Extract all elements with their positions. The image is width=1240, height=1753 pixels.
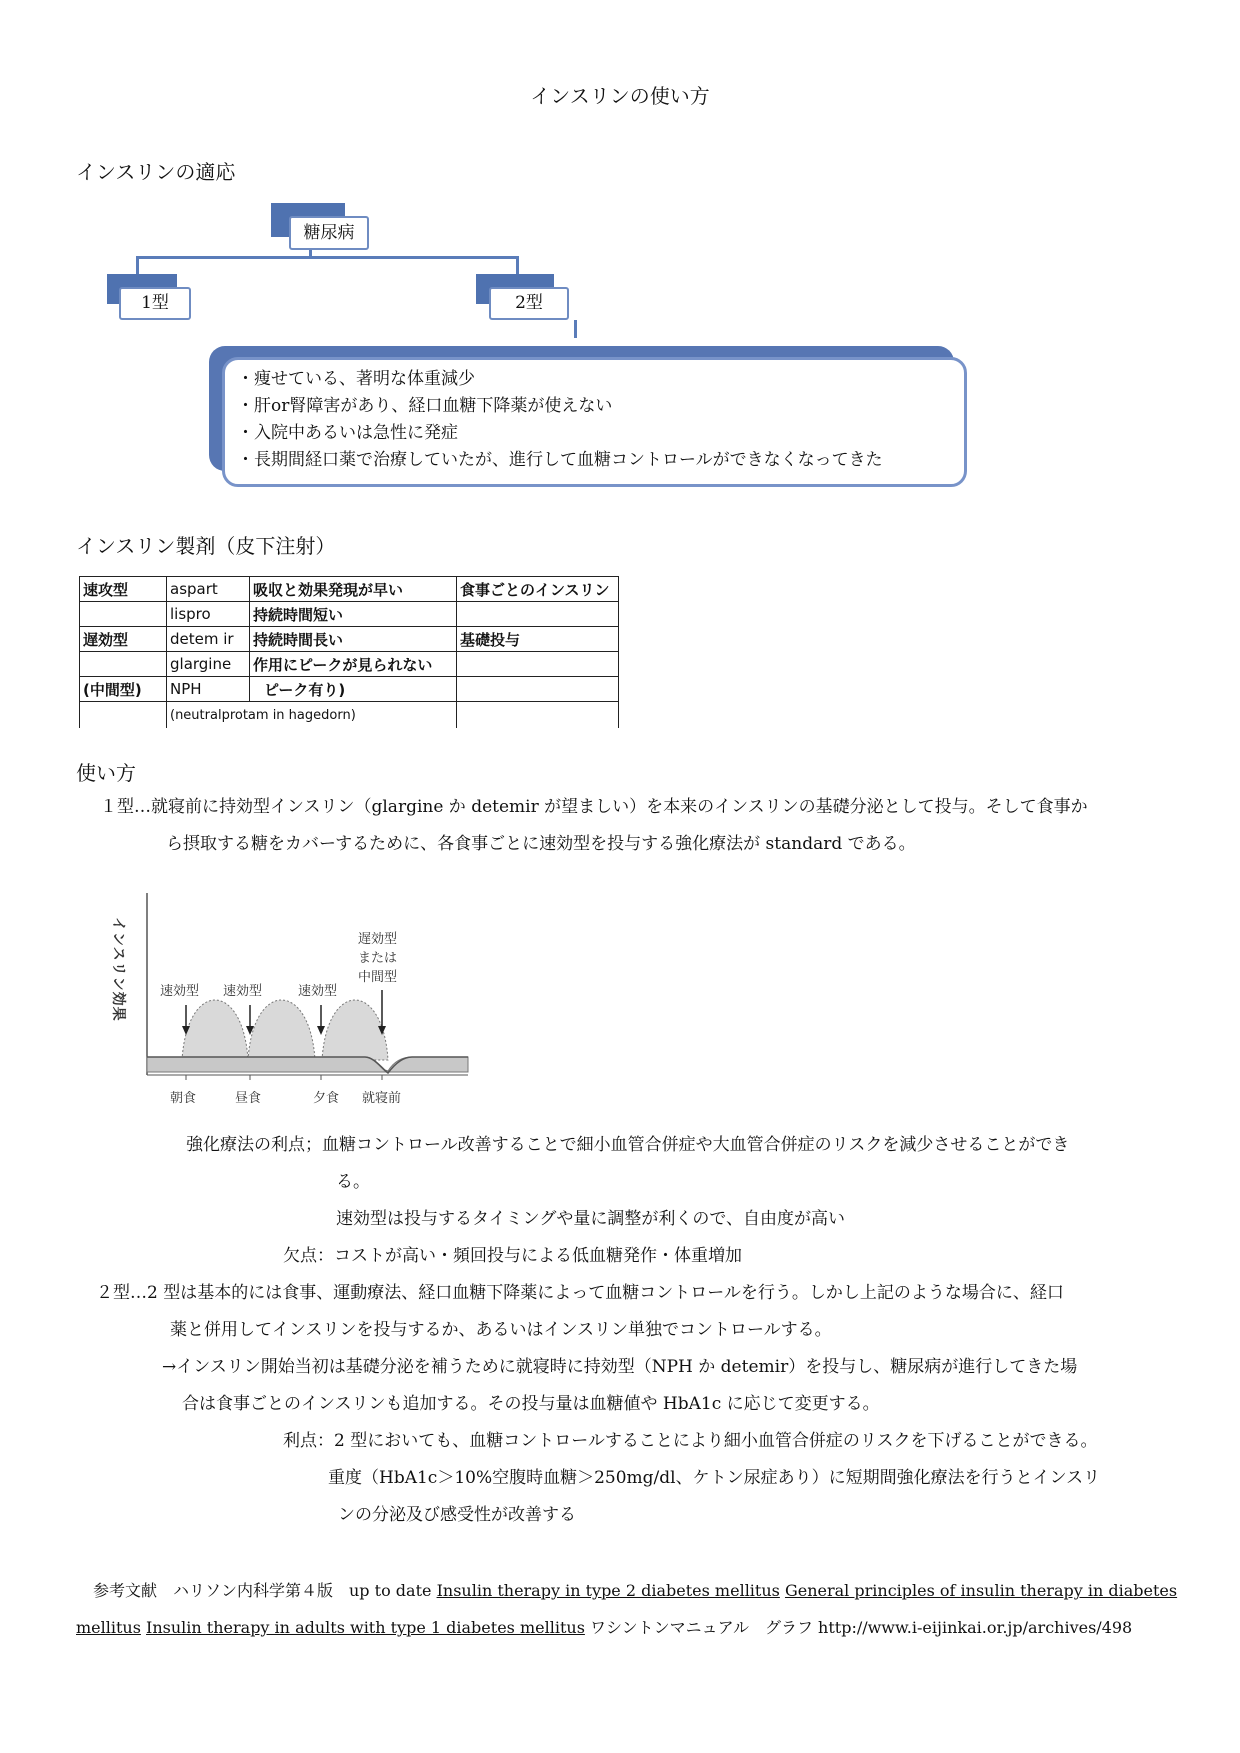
table-cell	[457, 702, 619, 729]
chart-x-label: 夕食	[313, 1091, 340, 1106]
table-cell: (中間型)	[80, 677, 167, 702]
connector	[516, 256, 519, 276]
type2-merit-text: 重度（HbA1c＞10%空腹時血糖＞250mg/dl、ケトン尿症あり）に短期間強化療法を行うとインスリ	[328, 1468, 1101, 1488]
table-cell	[457, 677, 619, 702]
reference-link[interactable]: Insulin therapy in adults with type 1 diabetes mellitus	[146, 1618, 585, 1637]
table-cell: 持続時間短い	[250, 602, 457, 627]
chart-arrow-label: 中間型	[358, 970, 398, 985]
merit-text: 強化療法の利点；血糖コントロール改善することで細小血管合併症や大血管合併症のリスクを減少させることができ	[186, 1135, 1070, 1155]
table-cell: 遅効型	[80, 627, 167, 652]
table-cell	[80, 702, 167, 729]
type2-text: →インスリン開始当初は基礎分泌を補うために就寝時に持効型（NPH か detemir）を投与し、糖尿病が進行してきた場	[162, 1357, 1078, 1377]
chart-marks	[147, 990, 468, 1080]
chart-peak	[248, 1000, 315, 1060]
references-suffix: ワシントンマニュアル グラフ http://www.i-eijinkai.or.jp/archives/498	[584, 1618, 1133, 1637]
table-cell: ピーク有り)	[250, 677, 457, 702]
chart-x-label: 昼食	[235, 1091, 262, 1106]
type2-text: 合は食事ごとのインスリンも追加する。その投与量は血糖値や HbA1c に応じて変更する。	[182, 1394, 880, 1414]
chart-arrow-label: 速効型	[160, 984, 200, 999]
connector	[136, 256, 139, 276]
table-cell: 作用にピークが見られない	[250, 652, 457, 677]
chart-arrow-label: 遅効型	[358, 932, 398, 947]
chart-peak	[182, 1000, 248, 1060]
table-cell: glargine	[167, 652, 250, 677]
chart-arrow-label: 速効型	[298, 984, 338, 999]
type1-node: 1型	[119, 287, 191, 320]
chart-x-label: 就寝前	[362, 1091, 402, 1106]
reference-link[interactable]: Insulin therapy in type 2 diabetes mellitus	[436, 1581, 780, 1600]
chart-basal-band	[147, 1057, 468, 1072]
criteria-item: ・痩せている、著明な体重減少	[237, 369, 475, 389]
table-cell: aspart	[167, 577, 250, 602]
insulin-preparation-table	[79, 576, 619, 728]
connector	[136, 256, 519, 259]
table-cell: 基礎投与	[457, 627, 619, 652]
type2-merit-text: 利点：2 型においても、血糖コントロールすることにより細小血管合併症のリスクを下げることができる。	[283, 1431, 1098, 1451]
table-row	[80, 602, 619, 627]
references-line	[93, 1578, 1177, 1601]
type2-text: 薬と併用してインスリンを投与するか、あるいはインスリン単独でコントロールする。	[170, 1320, 832, 1340]
criteria-item: ・入院中あるいは急性に発症	[237, 423, 458, 443]
root-node: 糖尿病	[289, 216, 369, 250]
section-heading-indication: インスリンの適応	[76, 160, 236, 184]
references-prefix: 参考文献 ハリソン内科学第４版 up to date	[93, 1581, 437, 1600]
type1-text: ら摂取する糖をカバーするために、各食事ごとに速効型を投与する強化療法が standard である。	[166, 834, 916, 854]
type2-merit-text: ンの分泌及び感受性が改善する	[338, 1505, 576, 1525]
table-cell	[80, 602, 167, 627]
merit-text: る。	[336, 1172, 370, 1192]
table-cell: NPH	[167, 677, 250, 702]
table-cell: (neutralprotam in hagedorn)	[167, 702, 457, 729]
chart-ylabel: インスリン効果	[110, 917, 126, 1022]
page-title: インスリンの使い方	[530, 84, 710, 108]
table-cell: 持続時間長い	[250, 627, 457, 652]
chart-arrow-head	[317, 1026, 325, 1035]
references-line	[76, 1615, 1132, 1638]
section-heading-preparation: インスリン製剤（皮下注射）	[76, 534, 336, 558]
table-cell: lispro	[167, 602, 250, 627]
table-cell: 食事ごとのインスリン	[457, 577, 619, 602]
type2-criteria-box	[222, 357, 967, 487]
section-heading-usage: 使い方	[76, 761, 136, 785]
table-cell: detem ir	[167, 627, 250, 652]
insulin-effect-chart	[100, 885, 480, 1120]
chart-arrow-label: 速効型	[223, 984, 263, 999]
table-cell	[457, 602, 619, 627]
type2-text: ２型…2 型は基本的には食事、運動療法、経口血糖下降薬によって血糖コントロールを行う。しかし上記のような場合に、経口	[96, 1283, 1064, 1303]
table-row	[80, 652, 619, 677]
type2-node: 2型	[489, 287, 569, 320]
table-row	[80, 577, 619, 602]
table-cell: 速攻型	[80, 577, 167, 602]
criteria-item: ・長期間経口薬で治療していたが、進行して血糖コントロールができなくなってきた	[237, 450, 883, 470]
chart-x-label: 朝食	[170, 1091, 197, 1106]
chart-arrow-label: または	[358, 951, 398, 966]
table-cell	[80, 652, 167, 677]
type1-text: １型…就寝前に持効型インスリン（glargine か detemir が望ましい）を本来のインスリンの基礎分泌として投与。そして食事か	[100, 797, 1088, 817]
table-cell	[457, 652, 619, 677]
table-cell: 吸収と効果発現が早い	[250, 577, 457, 602]
reference-link[interactable]: General principles of insulin therapy in diabetes	[784, 1581, 1178, 1600]
table-row	[80, 677, 619, 702]
chart-peak	[322, 1000, 388, 1060]
merit-text: 速効型は投与するタイミングや量に調整が利くので、自由度が高い	[336, 1209, 845, 1229]
demerit-text: 欠点：コストが高い・頻回投与による低血糖発作・体重増加	[283, 1246, 742, 1266]
table-row	[80, 627, 619, 652]
connector	[574, 320, 577, 338]
table-row	[80, 702, 619, 729]
criteria-item: ・肝or腎障害があり、経口血糖下降薬が使えない	[237, 396, 613, 416]
reference-link[interactable]: mellitus	[76, 1618, 141, 1637]
